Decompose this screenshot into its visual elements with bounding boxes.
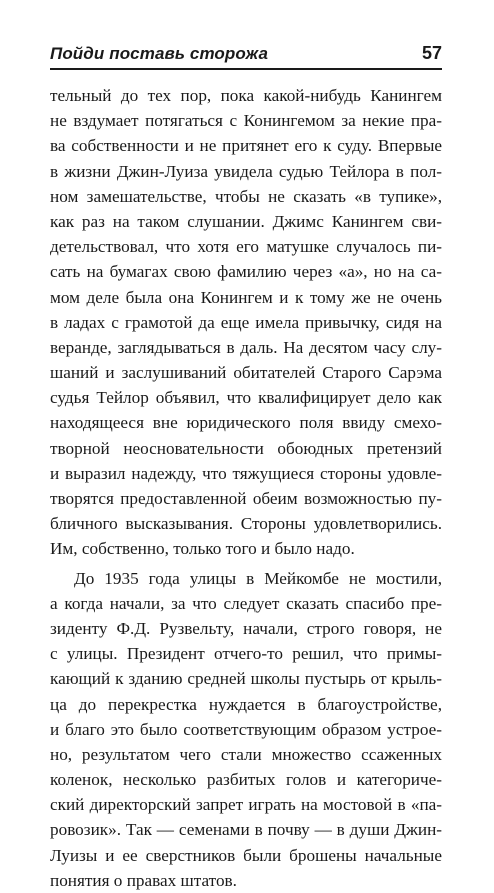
text-line: и выразил надежду, что тяжущиеся стороны удовле- bbox=[50, 463, 442, 483]
page-number: 57 bbox=[421, 43, 442, 63]
text-line: ский директорский запрет играть на мостовой в «па- bbox=[50, 795, 442, 815]
text-line: ном замешательстве, чтобы не сказать «в тупике», bbox=[50, 186, 442, 206]
text-line: тельный до тех пор, пока какой-нибудь Канингем bbox=[50, 86, 442, 105]
text-line: зиденту Ф.Д. Рузвельту, начали, строго говоря, не bbox=[50, 618, 442, 638]
text-line: бличного высказывания. Стороны удовлетворились. bbox=[50, 514, 442, 534]
text-line: До 1935 года улицы в Мейкомбе не мостили, bbox=[74, 568, 442, 588]
paragraph-2 bbox=[50, 566, 442, 893]
text-line: ца до перекрестка нуждается в благоустройстве, bbox=[50, 694, 442, 714]
text-line: ва собственности и не притянет его к суду. Впервые bbox=[50, 136, 442, 156]
paragraph-1 bbox=[50, 83, 442, 562]
text-line: в ладах с грамотой да еще имела привычку, сидя на bbox=[50, 312, 442, 332]
text-line: творятся предоставленной обеим возможностью пу- bbox=[50, 489, 442, 508]
text-line: судья Тейлор объявил, что квалифицирует дело как bbox=[50, 388, 442, 408]
text-line: ровозик». Так — семенами в почву — в души Джин- bbox=[50, 820, 442, 840]
running-title: Пойди поставь сторожа bbox=[50, 44, 269, 63]
text-line: кающий к зданию средней школы пустырь от крыль- bbox=[50, 669, 442, 689]
text-line: сать на бумагах свою фамилию через «а», но на са- bbox=[50, 262, 442, 282]
text-line: Им, собственно, только того и было надо. bbox=[50, 539, 355, 559]
text-line: а когда начали, за что следует сказать спасибо пре- bbox=[50, 593, 442, 613]
text-line: в жизни Джин-Луиза увидела судью Тейлора в пол- bbox=[50, 161, 442, 181]
text-line: и благо это было соответствующим образом устрое- bbox=[50, 719, 442, 739]
text-line: Луизы и ее сверстников были брошены начальные bbox=[50, 845, 442, 865]
body-text bbox=[50, 83, 442, 893]
text-line: как раз на таком слушании. Джимс Канингем сви- bbox=[50, 211, 442, 231]
text-line: шаний и заслушиваний обитателей Старого Сарэма bbox=[50, 363, 442, 383]
text-line: творной неосновательности обоюдных претензий bbox=[50, 438, 442, 458]
text-line: не вздумает потягаться с Конингемом за некие пра- bbox=[50, 111, 442, 131]
text-line: но, результатом чего стали множество ссаженных bbox=[50, 744, 442, 764]
text-line: коленок, несколько разбитых голов и категориче- bbox=[50, 770, 442, 790]
text-line: с улицы. Президент отчего-то решил, что примы- bbox=[50, 644, 442, 664]
page-header bbox=[50, 42, 442, 70]
text-line: понятия о правах штатов. bbox=[50, 870, 237, 890]
text-line: детельствовал, что хотя его матушке случалось пи- bbox=[50, 237, 442, 257]
text-line: находящееся вне юридического поля ввиду смехо- bbox=[50, 413, 442, 433]
text-line: мом деле была она Конингем и к тому же не очень bbox=[50, 287, 442, 307]
text-line: веранде, заглядываться в даль. На десятом часу слу- bbox=[50, 337, 442, 357]
